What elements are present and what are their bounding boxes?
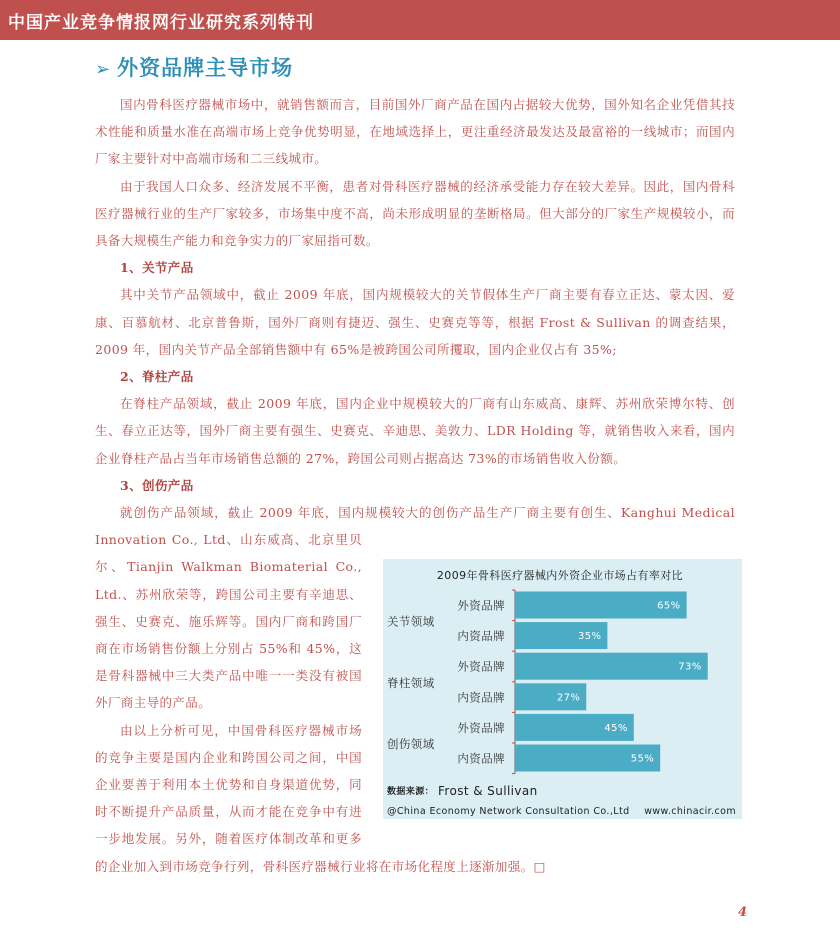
page-number: 4: [738, 905, 748, 920]
paragraph: 在脊柱产品领域，截止 2009 年底，国内企业中规模较大的厂商有山东威高、康辉、苏州欣荣博尔特、创生、春立正达等，国外厂商主要有强生、史赛克、辛迪思、美敦力、LDR Holding 等，就销售收入来看，国内企业脊柱产品占当年市场销售总额的 27%，跨国公司则占据高达 73%的市场销售收入份额。: [95, 396, 735, 466]
article-body: [95, 91, 735, 880]
copyright: @China Economy Network Consultation Co.,Ltd: [387, 806, 630, 818]
bar-value-label: 35%: [577, 631, 602, 643]
subheading-spine: 2、脊柱产品: [120, 369, 194, 385]
bar-value-label: 65%: [657, 600, 681, 612]
header-title: 中国产业竞争情报网行业研究系列特刊: [8, 13, 314, 33]
website: www.chinacir.com: [644, 806, 736, 818]
header-bar: [0, 0, 840, 40]
paragraph: 国内骨科医疗器械市场中，就销售额而言，目前国外厂商产品在国内占据较大优势，国外知名企业凭借其技术性能和质量水准在高端市场上竞争优势明显，在地域选择上，更注重经济最发达及最富裕的一线城市；而国内厂家主要针对中高端市场和二三线城市。: [95, 97, 735, 167]
bar-value-label: 45%: [604, 722, 628, 734]
group-label: 创伤领域: [387, 737, 435, 752]
chart-title: 2009年骨科医疗器械内外资企业市场占有率对比: [436, 569, 684, 583]
subheading-trauma: 3、创伤产品: [120, 477, 194, 493]
arrow-bullet-icon: ➢: [95, 59, 112, 80]
category-label: 内资品牌: [457, 690, 505, 705]
category-label: 内资品牌: [457, 751, 505, 766]
bar-value-label: 55%: [630, 753, 655, 765]
section-title: [95, 52, 293, 82]
subheading-joint: 1、关节产品: [120, 260, 194, 276]
category-label: 外资品牌: [457, 720, 505, 735]
section-title-text: 外资品牌主导市场: [117, 56, 294, 80]
chart-container: [362, 559, 735, 835]
source-value: Frost & Sullivan: [438, 784, 538, 799]
source-label: 数据来源：: [387, 787, 435, 798]
category-label: 外资品牌: [457, 659, 505, 674]
market-share-chart: [383, 559, 742, 819]
paragraph: 就创伤产品领域，截止 2009 年底，国内规模较大的创伤产品生产厂商主要有创生、Kanghui Medical Innovation Co., Ltd、山东威高、北京里贝尔、Tianjin Walkman Biomaterial Co., Ltd.、苏州欣荣等，跨国公司主要有辛迪思、强生、史赛克、施乐辉等。国内厂商和跨国厂商在市场销售份额上分别占 55%和 45%，这是骨科器械中三大类产品中唯一一类没有被国外厂商主导的产品。: [95, 505, 735, 711]
category-label: 内资品牌: [457, 629, 505, 644]
bar-value-label: 27%: [556, 692, 581, 704]
paragraph: 由以上分析可见，中国骨科医疗器械市场的竞争主要是国内企业和跨国公司之间，中国企业要善于利用本土优势和自身渠道优势，同时不断提升产品质量，从而才能在竞争中有进一步地发展。另外，随着医疗体制改革和更多的企业加入到市场竞争行列，骨科医疗器械行业将在市场化程度上逐渐加强。□: [95, 722, 546, 874]
category-label: 外资品牌: [457, 598, 505, 613]
group-label: 关节领域: [387, 614, 435, 629]
paragraph: 其中关节产品领域中，截止 2009 年底，国内规模较大的关节假体生产厂商主要有春立正达、蒙太因、爱康、百慕航材、北京普鲁斯，国外厂商则有捷迈、强生、史赛克等等，根据 Frost & Sullivan 的调查结果，2009 年，国内关节产品全部销售额中有 65%是被跨国公司所攫取，国内企业仅占有 35%;: [95, 287, 735, 357]
bar-value-label: 73%: [678, 661, 702, 673]
group-label: 脊柱领域: [387, 675, 435, 690]
paragraph: 由于我国人口众多、经济发展不平衡，患者对骨科医疗器械的经济承受能力存在较大差异。因此，国内骨科医疗器械行业的生产厂家较多，市场集中度不高，尚未形成明显的垄断格局。但大部分的厂家生产规模较小，而具备大规模生产能力和竞争实力的厂家屈指可数。: [95, 178, 735, 249]
